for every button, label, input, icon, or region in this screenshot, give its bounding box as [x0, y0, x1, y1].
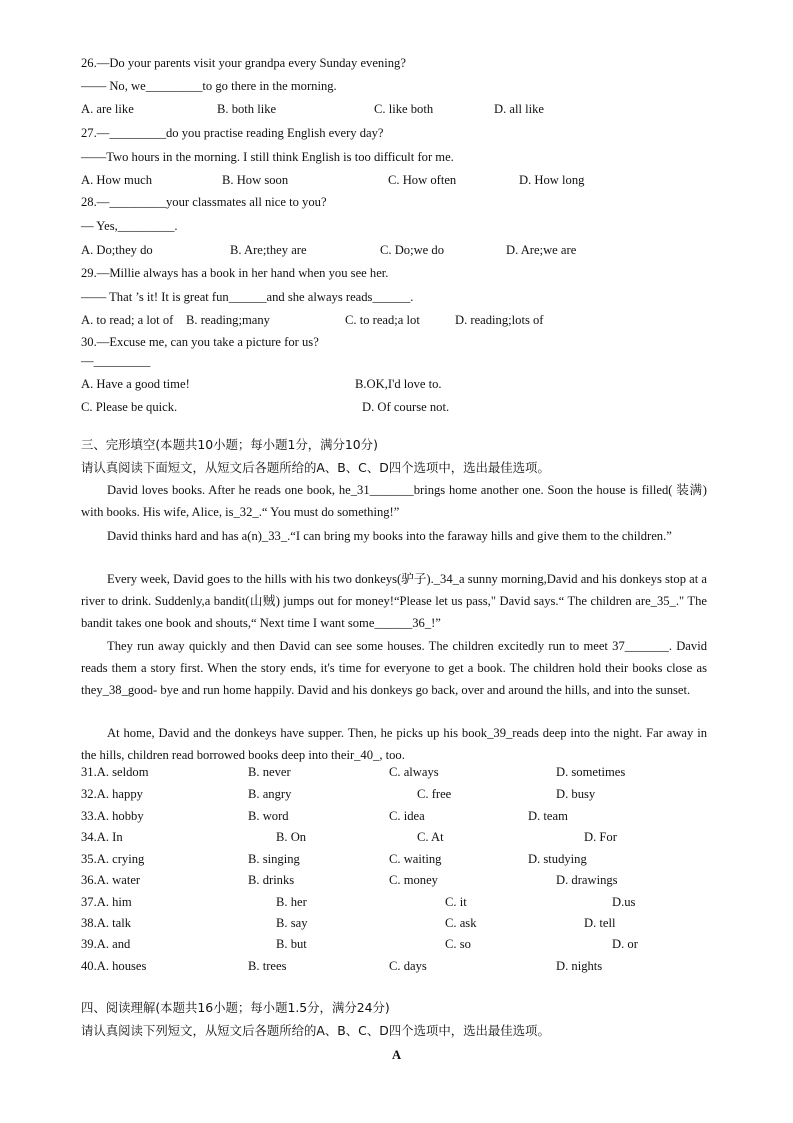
q30-option-c: C. Please be quick. — [81, 400, 178, 414]
q29-option-b: B. reading;many — [186, 313, 270, 327]
cloze-q35-option-c: C. waiting — [389, 852, 442, 866]
cloze-paragraph-2: David thinks hard and has a(n)_33_.“I can bring my books into the faraway hills and give them to the children.” — [107, 529, 672, 543]
q27-reply: ——Two hours in the morning. I still think English is too difficult for me. — [81, 150, 454, 164]
q28-stem: 28.—_________your classmates all nice to you? — [81, 195, 327, 209]
cloze-paragraph-5: At home, David and the donkeys have supper. Then, he picks up his book_39_reads deep into the night. Far away in the hills, children read borrowed books deep into their_40_, too. — [81, 726, 707, 762]
cloze-q34-option-b: B. On — [276, 830, 307, 844]
q27-option-c: C. How often — [388, 173, 457, 187]
q28-reply: — Yes,_________. — [81, 219, 178, 233]
q26-option-d: D. all like — [494, 102, 545, 116]
q30-reply: —_________ — [81, 354, 151, 368]
cloze-q37-option-b: B. her — [276, 895, 307, 909]
q26-option-c: C. like both — [374, 102, 434, 116]
q28-option-d: D. Are;we are — [506, 243, 577, 257]
cloze-q31-option-d: D. sometimes — [556, 765, 626, 779]
cloze-q32-option-c: C. free — [417, 787, 452, 801]
q26-reply: —— No, we_________to go there in the morning. — [81, 79, 337, 93]
cloze-q34-option-c: C. At — [417, 830, 444, 844]
cloze-q36-option-a: 36.A. water — [81, 873, 141, 887]
cloze-q33-option-a: 33.A. hobby — [81, 809, 144, 823]
q27-option-a: A. How much — [81, 173, 153, 187]
cloze-paragraph-3: Every week, David goes to the hills with his two donkeys(驴子)._34_a sunny morning,David and his donkeys stop at a river to drink. Suddenly,a bandit(山贼) jumps out for money!“Please let us pass," David says.“ The children are_35_." The bandit takes one book and shouts,“ Next time I want some______36_!” — [81, 572, 707, 630]
cloze-q40-option-d: D. nights — [556, 959, 603, 973]
cloze-q38-option-d: D. tell — [584, 916, 616, 930]
cloze-q37-option-d: D.us — [612, 895, 636, 909]
q26-stem: 26.—Do your parents visit your grandpa every Sunday evening? — [81, 56, 406, 70]
q28-option-b: B. Are;they are — [230, 243, 307, 257]
cloze-q35-option-b: B. singing — [248, 852, 300, 866]
cloze-q33-option-b: B. word — [248, 809, 289, 823]
cloze-q40-option-b: B. trees — [248, 959, 287, 973]
cloze-q39-option-d: D. or — [612, 937, 638, 951]
cloze-q32-option-d: D. busy — [556, 787, 596, 801]
section4-instruction: 请认真阅读下列短文，从短文后各题所给的A、B、C、D四个选项中，选出最佳选项。 — [81, 1023, 550, 1038]
cloze-q34-option-a: 34.A. In — [81, 830, 123, 844]
section3-heading: 三、完形填空(本题共10小题；每小题1分，满分10分) — [81, 437, 378, 452]
q29-option-a: A. to read; a lot of — [81, 313, 174, 327]
q29-option-c: C. to read;a lot — [345, 313, 420, 327]
cloze-q38-option-a: 38.A. talk — [81, 916, 132, 930]
q29-stem: 29.—Millie always has a book in her hand when you see her. — [81, 266, 389, 280]
cloze-q35-option-d: D. studying — [528, 852, 587, 866]
cloze-q32-option-a: 32.A. happy — [81, 787, 143, 801]
cloze-paragraph-1: David loves books. After he reads one book, he_31_______brings home another one. Soon the house is filled( 装满) with books. His wife, Alice, is_32_.“ You must do something!” — [81, 483, 707, 519]
q30-option-d: D. Of course not. — [362, 400, 450, 414]
cloze-paragraph-4: They run away quickly and then David can see some houses. The children excitedly run to meet 37_______. David reads them a story first. When the story ends, it's time for everyone to get a book. The children hold their books close as they_38_good- bye and run home happily. David and his donkeys go back, over and around the hills, and into the sunset. — [81, 639, 707, 697]
q29-option-d: D. reading;lots of — [455, 313, 544, 327]
cloze-q38-option-b: B. say — [276, 916, 308, 930]
cloze-q37-option-c: C. it — [445, 895, 467, 909]
cloze-q33-option-d: D. team — [528, 809, 568, 823]
cloze-q34-option-d: D. For — [584, 830, 617, 844]
cloze-q36-option-c: C. money — [389, 873, 438, 887]
section4-heading: 四、阅读理解(本题共16小题；每小题1.5分，满分24分) — [81, 1000, 390, 1015]
cloze-q38-option-c: C. ask — [445, 916, 477, 930]
q28-option-a: A. Do;they do — [81, 243, 153, 257]
cloze-q31-option-a: 31.A. seldom — [81, 765, 149, 779]
cloze-q39-option-c: C. so — [445, 937, 471, 951]
cloze-q39-option-a: 39.A. and — [81, 937, 131, 951]
cloze-q36-option-b: B. drinks — [248, 873, 295, 887]
q27-stem: 27.—_________do you practise reading English every day? — [81, 126, 384, 140]
section3-instruction: 请认真阅读下面短文，从短文后各题所给的A、B、C、D四个选项中，选出最佳选项。 — [81, 460, 550, 475]
cloze-q39-option-b: B. but — [276, 937, 307, 951]
cloze-q31-option-c: C. always — [389, 765, 439, 779]
cloze-q37-option-a: 37.A. him — [81, 895, 132, 909]
q27-option-d: D. How long — [519, 173, 585, 187]
cloze-q40-option-c: C. days — [389, 959, 427, 973]
q26-option-a: A. are like — [81, 102, 134, 116]
q29-reply: —— That ’s it! It is great fun______and she always reads______. — [81, 290, 414, 304]
cloze-q31-option-b: B. never — [248, 765, 291, 779]
q30-option-a: A. Have a good time! — [81, 377, 190, 391]
q26-option-b: B. both like — [217, 102, 277, 116]
passage-label: A — [391, 1048, 402, 1062]
cloze-q32-option-b: B. angry — [248, 787, 292, 801]
q28-option-c: C. Do;we do — [380, 243, 445, 257]
cloze-q33-option-c: C. idea — [389, 809, 425, 823]
cloze-q35-option-a: 35.A. crying — [81, 852, 145, 866]
q30-option-b: B.OK,I'd love to. — [355, 377, 442, 391]
q30-stem: 30.—Excuse me, can you take a picture for us? — [81, 335, 319, 349]
q27-option-b: B. How soon — [222, 173, 289, 187]
cloze-q36-option-d: D. drawings — [556, 873, 618, 887]
cloze-q40-option-a: 40.A. houses — [81, 959, 147, 973]
